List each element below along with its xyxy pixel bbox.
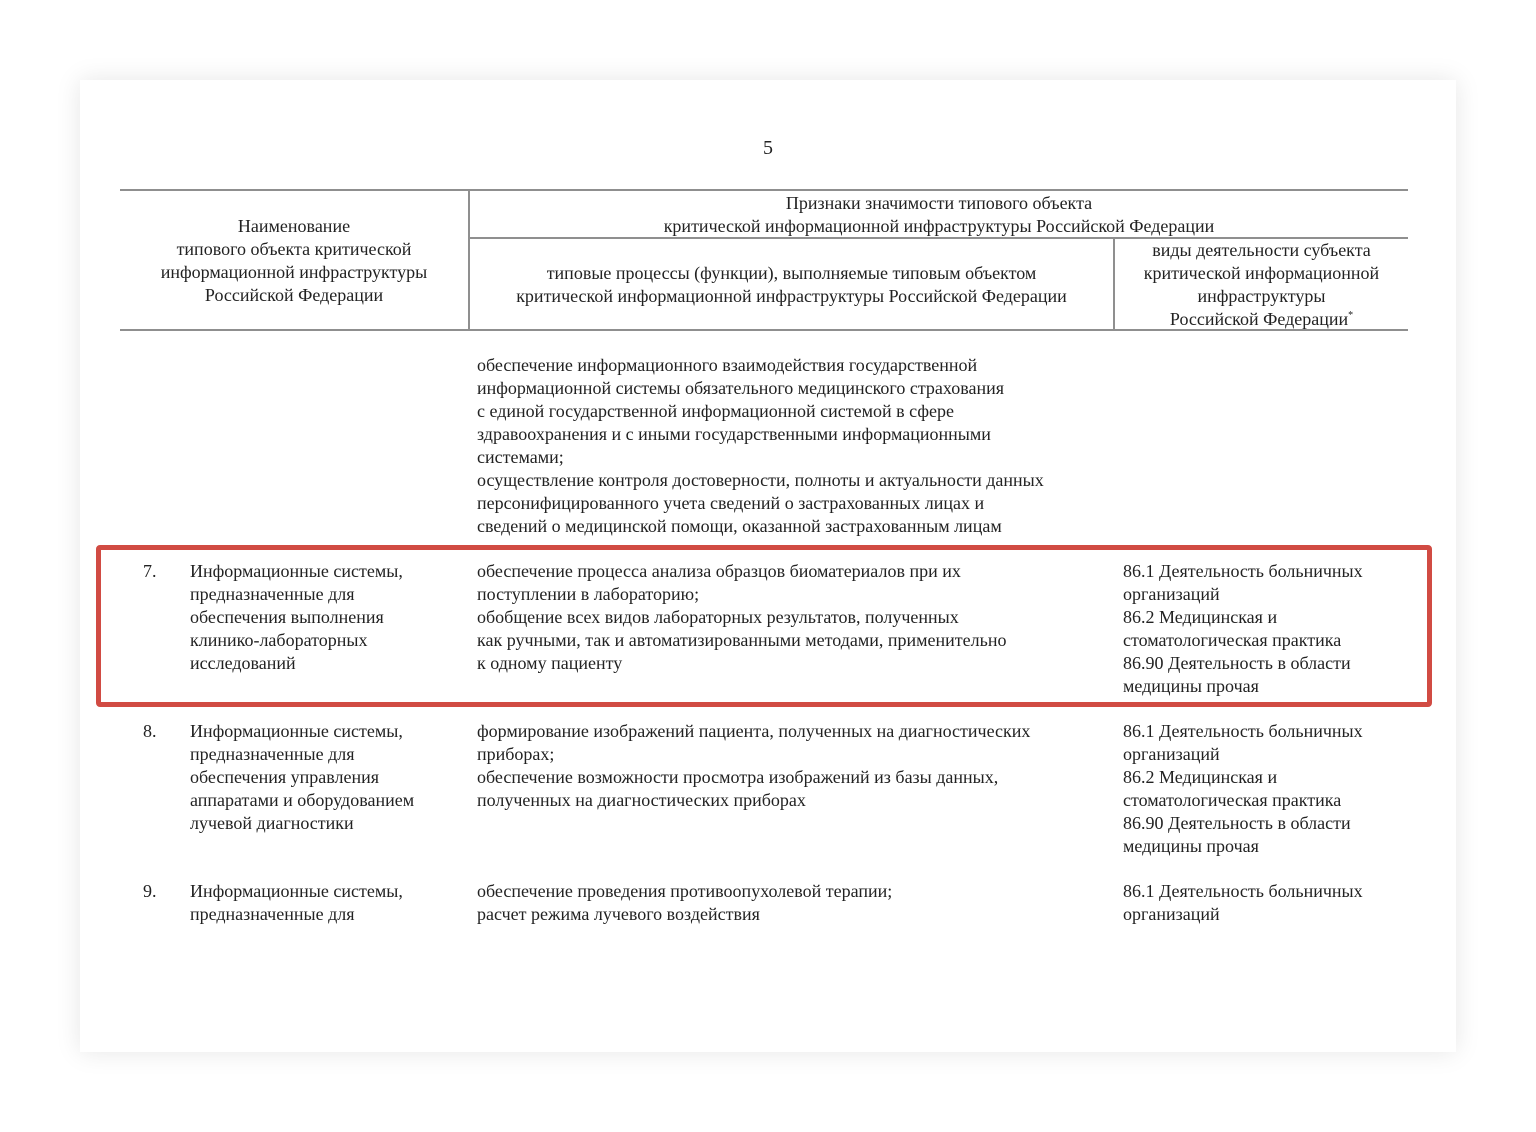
document-page bbox=[80, 80, 1456, 1052]
row-9-processes: обеспечение проведения противоопухолевой терапии; расчет режима лучевого воздействия bbox=[477, 881, 893, 924]
continuation-processes: обеспечение информационного взаимодействия государственной информационной системы обязательного медицинского страхования с единой государственной информационной системой в сфере здравоохранения и с иными государственными информационными системами; осуществление контроля достоверности, полноты и актуальности данных персонифицированного учета сведений о застрахованных лицах и сведений о медицинской помощи, оказанной застрахованным лицам bbox=[477, 355, 1044, 536]
row-8-processes: формирование изображений пациента, полученных на диагностических приборах; обеспечение возможности просмотра изображений из базы данных, полученных на диагностических приборах bbox=[477, 721, 1031, 810]
row-7-name: Информационные системы, предназначенные для обеспечения выполнения клинико-лабораторных исследований bbox=[190, 561, 403, 673]
row-7-highlight-box bbox=[96, 545, 1432, 707]
header-col-activities bbox=[1115, 239, 1408, 331]
row-8-name: Информационные системы, предназначенные для обеспечения управления аппаратами и оборудованием лучевой диагностики bbox=[190, 721, 415, 833]
header-col-processes: типовые процессы (функции), выполняемые типовым объектом критической информационной инфраструктуры Российской Федерации bbox=[516, 263, 1067, 306]
row-8-number: 8. bbox=[143, 721, 157, 741]
row-9-activities: 86.1 Деятельность больничных организаций bbox=[1123, 881, 1363, 924]
page-number: 5 bbox=[763, 137, 773, 159]
header-col-activities-text: виды деятельности субъекта критической информационной инфраструктуры Российской Федерации bbox=[1143, 240, 1380, 329]
header-col-name: Наименование типового объекта критической информационной инфраструктуры Российской Федерации bbox=[160, 216, 428, 305]
row-9-name: Информационные системы, предназначенные для bbox=[190, 881, 403, 924]
row-7-processes: обеспечение процесса анализа образцов биоматериалов при их поступлении в лабораторию; обобщение всех видов лабораторных результатов, полученных как ручными, так и автоматизированными методами, применительно к одному пациенту bbox=[477, 561, 1007, 673]
row-7-activities: 86.1 Деятельность больничных организаций 86.2 Медицинская и стоматологическая практика 86.90 Деятельность в области медицины прочая bbox=[1123, 561, 1363, 696]
table-top-rule bbox=[120, 189, 1408, 191]
row-7-number: 7. bbox=[143, 561, 157, 581]
row-9-number: 9. bbox=[143, 881, 157, 901]
row-8-activities: 86.1 Деятельность больничных организаций 86.2 Медицинская и стоматологическая практика 86.90 Деятельность в области медицины прочая bbox=[1123, 721, 1363, 856]
header-group-title: Признаки значимости типового объекта критической информационной инфраструктуры Российской Федерации bbox=[663, 193, 1215, 236]
footnote-mark: * bbox=[1348, 310, 1354, 321]
